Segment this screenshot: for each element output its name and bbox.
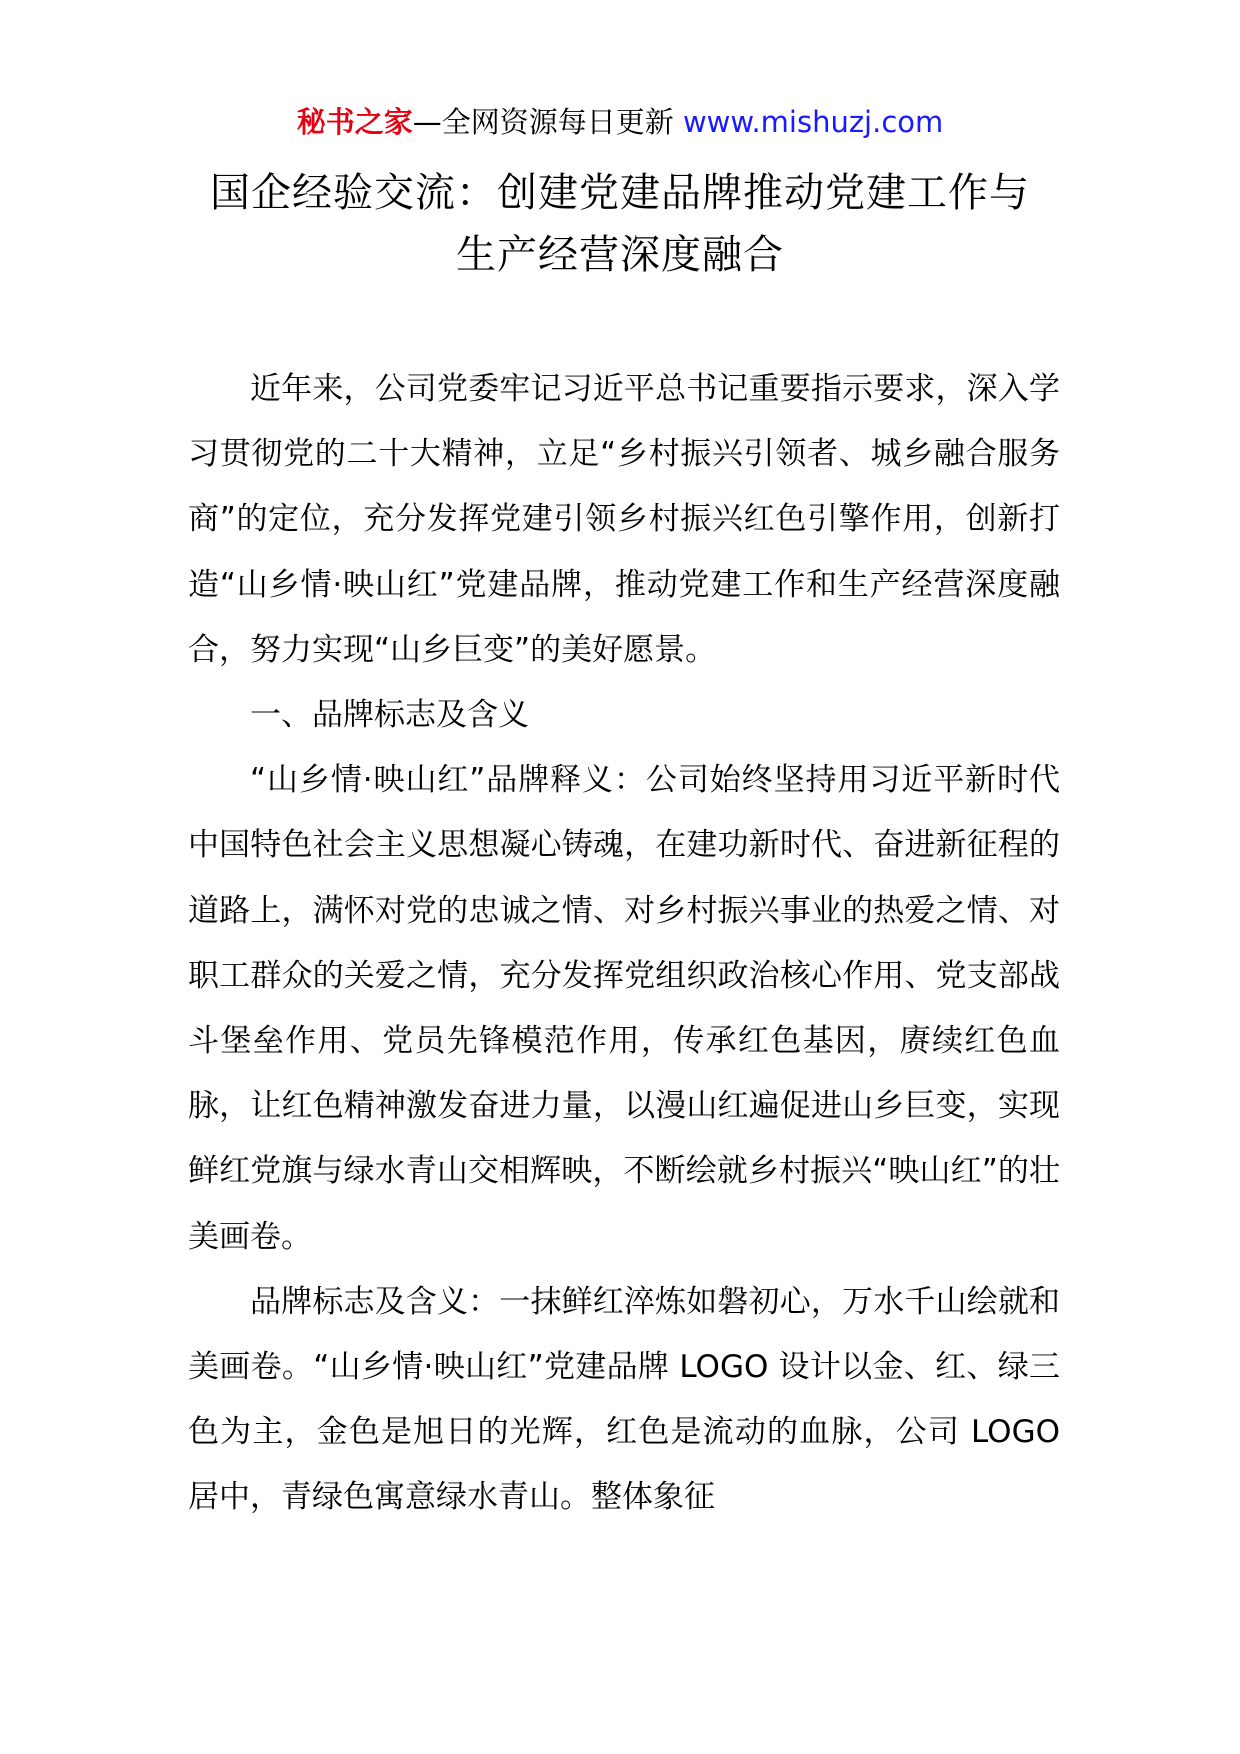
section-heading-1: 一、品牌标志及含义: [250, 697, 529, 734]
title-line-2: 生产经营深度融合: [456, 232, 784, 278]
brand-name: 秘书之家: [296, 105, 413, 139]
title-line-1: 国企经验交流：创建党建品牌推动党建工作与: [210, 170, 1030, 216]
paragraph-intro: 近年来，公司党委牢记习近平总书记重要指示要求，深入学习贯彻党的二十大精神，立足“乡村振兴引领者、城乡融合服务商”的定位，充分发挥党建引领乡村振兴红色引擎作用，创新打造“山乡情·映山红”党建品牌，推动党建工作和生产经营深度融合，努力实现“山乡巨变”的美好愿景。: [188, 371, 1060, 668]
paragraph-brand-logo: 品牌标志及含义：一抹鲜红淬炼如磐初心，万水千山绘就和美画卷。“山乡情·映山红”党建品牌 LOGO 设计以金、红、绿三色为主，金色是旭日的光辉，红色是流动的血脉，公司 LOGO 居中，青绿色寓意绿水青山。整体象征: [188, 1283, 1060, 1516]
site-url-link[interactable]: www.mishuzj.com: [682, 105, 944, 139]
banner-slogan: —全网资源每日更新: [412, 105, 674, 139]
site-banner: [0, 102, 1240, 142]
paragraph-brand-meaning: “山乡情·映山红”品牌释义：公司始终坚持用习近平新时代中国特色社会主义思想凝心铸魂，在建功新时代、奋进新征程的道路上，满怀对党的忠诚之情、对乡村振兴事业的热爱之情、对职工群众的关爱之情，充分发挥党组织政治核心作用、党支部战斗堡垒作用、党员先锋模范作用，传承红色基因，赓续红色血脉，让红色精神激发奋进力量，以漫山红遍促进山乡巨变，实现鲜红党旗与绿水青山交相辉映，不断绘就乡村振兴“映山红”的壮美画卷。: [188, 762, 1060, 1255]
document-body: [188, 357, 1060, 1531]
document-title: [180, 162, 1060, 286]
